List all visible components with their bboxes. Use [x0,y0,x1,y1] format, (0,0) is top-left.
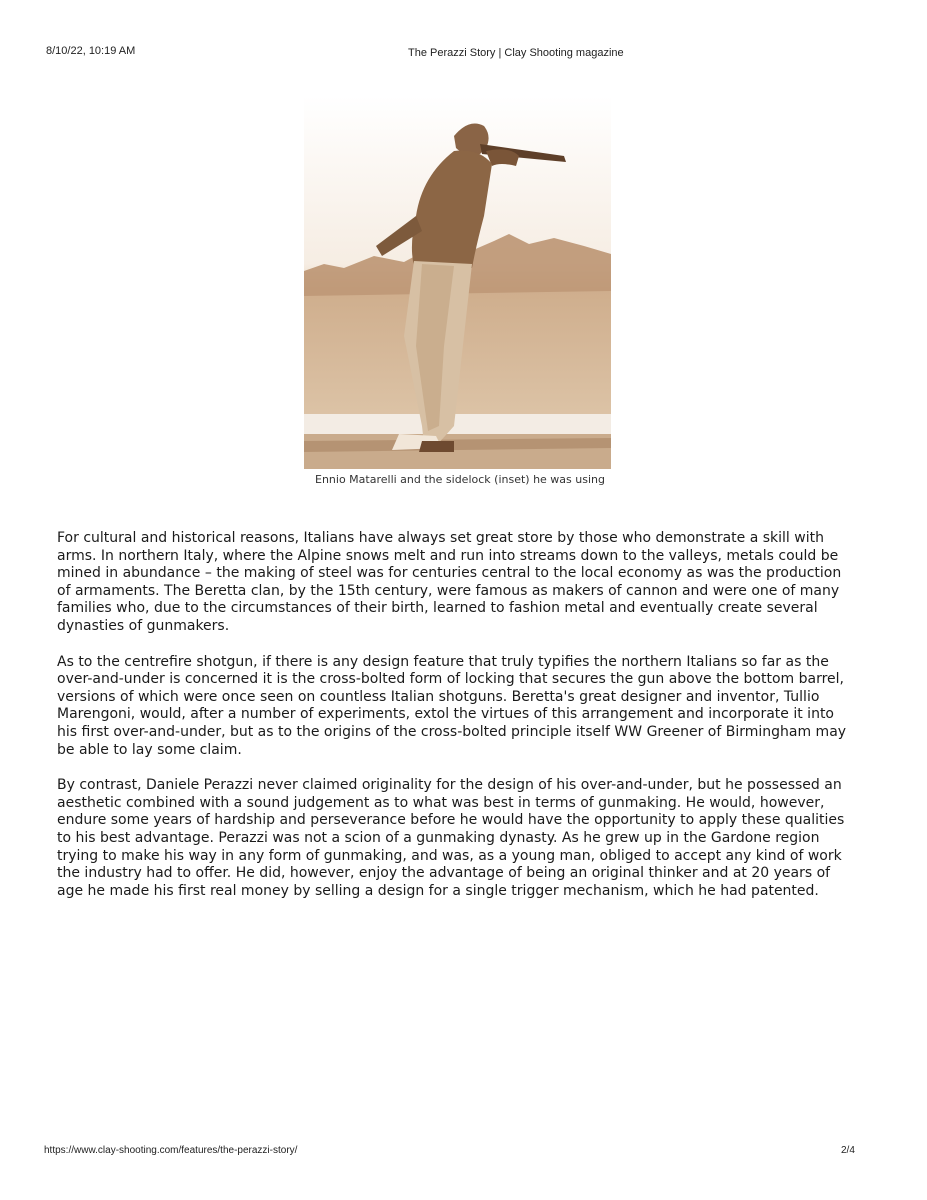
page-title: The Perazzi Story | Clay Shooting magazine [408,47,624,59]
photo-caption: Ennio Matarelli and the sidelock (inset) he was using [315,473,605,486]
page-url: https://www.clay-shooting.com/features/the-perazzi-story/ [44,1145,298,1156]
article-paragraph: For cultural and historical reasons, Italians have always set great store by those who demonstrate a skill with arms. In northern Italy, where the Alpine snows melt and run into streams down to the valleys, metals could be mined in abundance – the making of steel was for centuries central to the local economy as was the production of armaments. The Beretta clan, by the 15th century, were famous as makers of cannon and were one of many families who, due to the circumstances of their birth, learned to fashion metal and eventually create several dynasties of gunmakers. [57,530,842,634]
article-body [57,530,857,918]
page-number: 2/4 [841,1145,855,1156]
article-paragraph: By contrast, Daniele Perazzi never claimed originality for the design of his over-and-under, but he possessed an aesthetic combined with a sound judgement as to what was best in terms of gunmaking. He would, however, endure some years of hardship and perseverance before he would have the opportunity to apply these qualities to his best advantage. Perazzi was not a scion of a gunmaking dynasty. As he grew up in the Gardone region trying to make his way in any form of gunmaking, and was, as a young man, obliged to accept any kind of work the industry had to offer. He did, however, enjoy the advantage of being an original thinker and at 20 years of age he made his first real money by selling a design for a single trigger mechanism, which he had patented. [57,777,845,899]
print-datetime: 8/10/22, 10:19 AM [46,45,136,57]
article-paragraph: As to the centrefire shotgun, if there is any design feature that truly typifies the northern Italians so far as the over-and-under is concerned it is the cross-bolted form of locking that secures the gun above the bottom barrel, versions of which were once seen on countless Italian shotguns. Beretta's great designer and inventor, Tullio Marengoni, would, after a number of experiments, extol the virtues of this arrangement and incorporate it into his first over-and-under, but as to the origins of the cross-bolted principle itself WW Greener of Birmingham may be able to lay some claim. [57,653,847,758]
article-photo [304,96,611,469]
